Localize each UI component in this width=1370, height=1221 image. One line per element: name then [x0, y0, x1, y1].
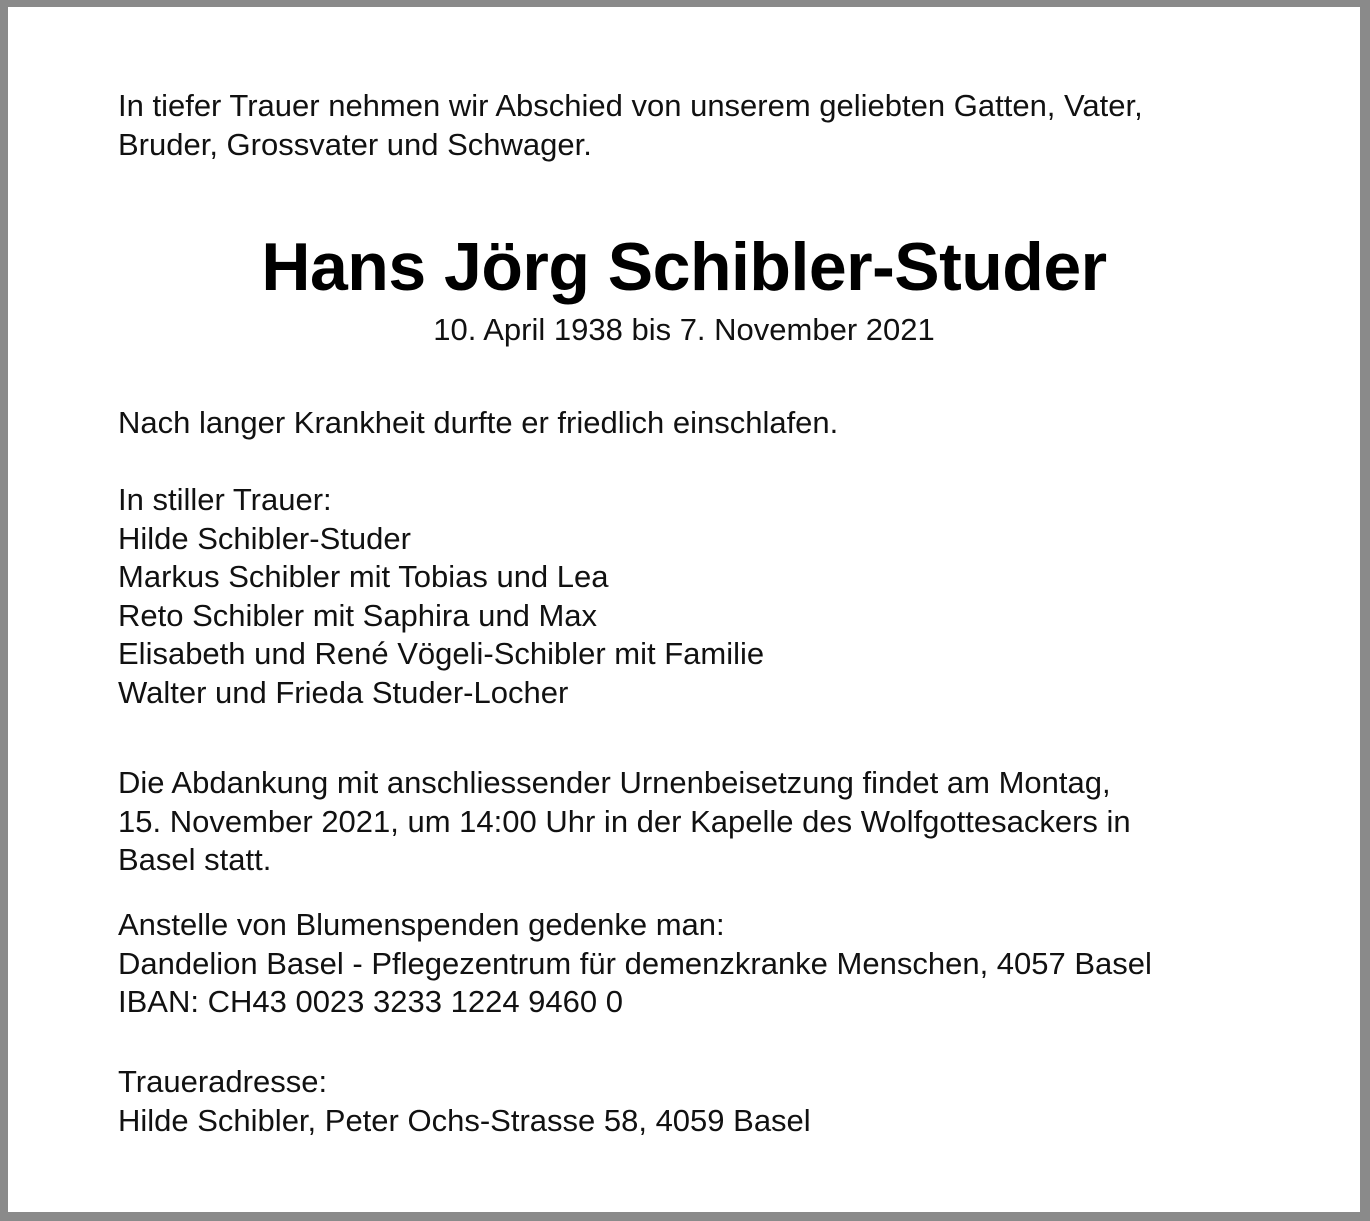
passing-note-text: Nach langer Krankheit durfte er friedlich einschlafen.	[118, 405, 839, 440]
intro-line: In tiefer Trauer nehmen wir Abschied von unserem geliebten Gatten, Vater,	[118, 88, 1143, 123]
mourner-name: Hilde Schibler-Studer	[118, 520, 411, 556]
ceremony-line: Basel statt.	[118, 842, 272, 877]
mourner-name: Markus Schibler mit Tobias und Lea	[118, 559, 609, 594]
mourner-name: Reto Schibler mit Saphira und Max	[118, 597, 598, 633]
intro-line: Bruder, Grossvater und Schwager.	[118, 126, 592, 162]
donation-iban: IBAN: CH43 0023 3233 1224 9460 0	[118, 984, 623, 1019]
life-dates: 10. April 1938 bis 7. November 2021	[433, 312, 935, 347]
intro-paragraph	[118, 87, 1238, 164]
address-heading: Traueradresse:	[118, 1064, 328, 1099]
mourner-name: Walter und Frieda Studer-Locher	[118, 674, 569, 710]
mourners-list	[118, 481, 1238, 712]
donation-line: Dandelion Basel - Pflegezentrum für demenzkranke Menschen, 4057 Basel	[118, 945, 1152, 981]
donation-paragraph	[118, 906, 1238, 1022]
address-line: Hilde Schibler, Peter Ochs-Strasse 58, 4059 Basel	[118, 1102, 811, 1138]
mourners-heading: In stiller Trauer:	[118, 482, 332, 517]
donation-line: Anstelle von Blumenspenden gedenke man:	[118, 907, 725, 942]
passing-note	[118, 404, 1238, 443]
ceremony-line: 15. November 2021, um 14:00 Uhr in der Kapelle des Wolfgottesackers in	[118, 803, 1131, 839]
ceremony-line: Die Abdankung mit anschliessender Urnenbeisetzung findet am Montag,	[118, 765, 1111, 800]
deceased-name: Hans Jörg Schibler-Studer	[261, 229, 1107, 305]
mourning-address	[118, 1063, 1238, 1140]
obituary-page	[8, 7, 1360, 1212]
mourner-name: Elisabeth und René Vögeli-Schibler mit Familie	[118, 636, 765, 671]
ceremony-paragraph	[118, 764, 1238, 880]
